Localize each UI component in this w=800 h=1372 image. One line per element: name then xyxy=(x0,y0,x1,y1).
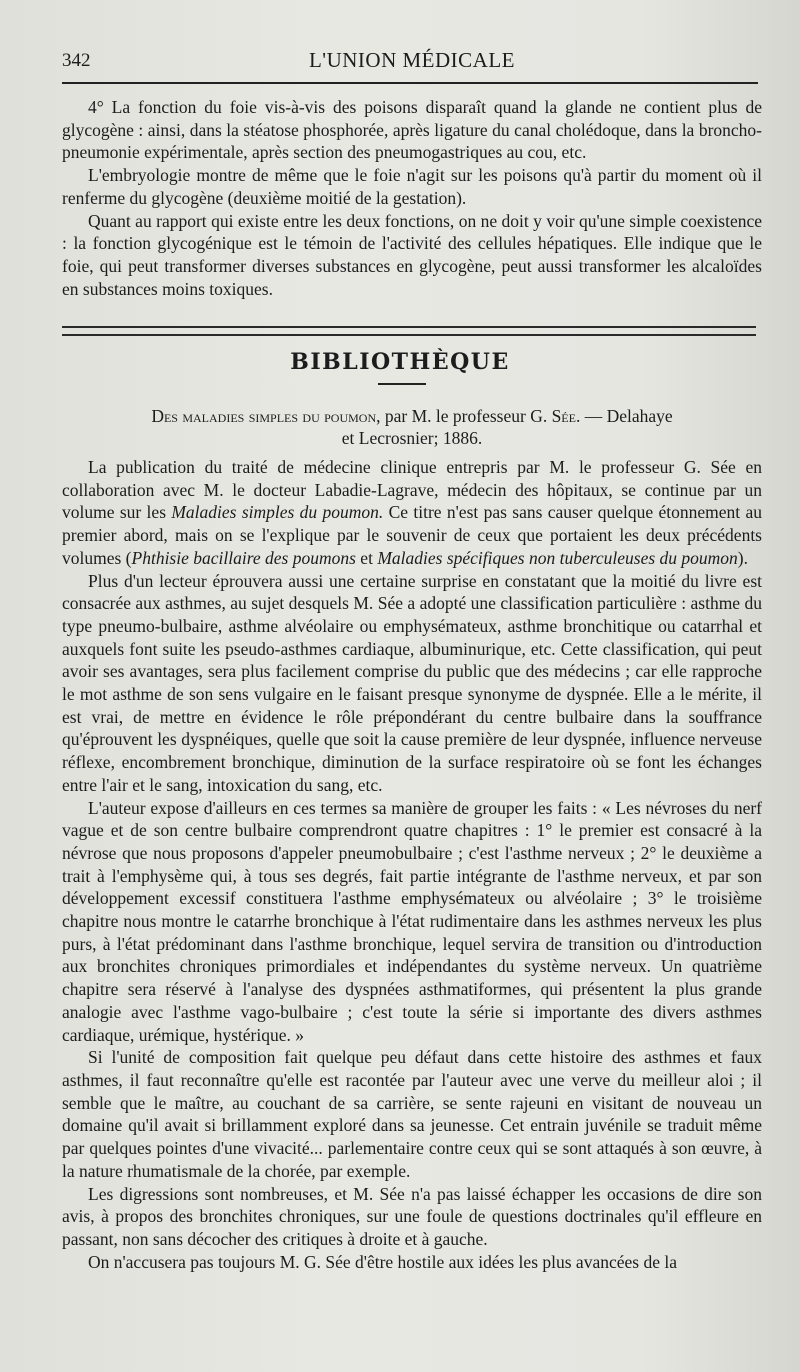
title-underline xyxy=(378,383,426,385)
italic-title: Maladies simples du poumon. xyxy=(171,502,384,523)
top-text-block xyxy=(62,96,762,300)
paragraph-liver-function: 4° La fonction du foie vis-à-vis des poisons disparaît quand la glande ne contient plus de glycogène : ainsi, dans la stéatose phosphorée, après ligature du canal cholédoque, dans la broncho-pneumonie expérimentale, après section des pneumogastriques au cou, etc. xyxy=(62,97,762,163)
section-title: BIBLIOTHÈQUE xyxy=(290,349,510,375)
paragraph-composition: Si l'unité de composition fait quelque peu défaut dans cette histoire des asthmes et faux asthmes, il faut reconnaître qu'elle est racontée par l'auteur avec une verve du meilleur aloi ; il semble que le maître, au couchant de sa carrière, se sente rajeuni en visitant de nouveau un domaine qu'il avait si brillamment exploré dans sa jeunesse. Cet entrain juvénile se traduit même par quelques pointes d'une vivacité... parlementaire contre ceux qui se sont attaqués à son œuvre, à la nature rhumatismale de la chorée, par exemple. xyxy=(62,1047,762,1181)
journal-title: L'UNION MÉDICALE xyxy=(308,48,515,72)
paragraph-publication xyxy=(62,456,762,570)
text-run: et xyxy=(355,547,378,568)
book-author-name: Sée xyxy=(551,406,576,426)
paragraph-embryology: L'embryologie montre de même que le foie n'agit sur les poisons qu'à partir du moment où il renferme du glycogène (deuxième moitié de la gestation). xyxy=(62,165,762,208)
paragraph-digressions: Les digressions sont nombreuses, et M. Sée n'a pas laissé échapper les occasions de dire son avis, à propos des bronchites chroniques, sur une foule de questions doctrinales qu'il effleure en passant, non sans décocher des critiques à droite et à gauche. xyxy=(62,1183,762,1249)
paragraph-author-quote: L'auteur expose d'ailleurs en ces termes sa manière de grouper les faits : « Les névroses du nerf vague et de son centre bulbaire comprendront quatre chapitres : 1° le premier est consacré à la névrose que nous proposons d'appeler pneumobulbaire ; c'est l'asthme nerveux ; 2° le deuxième a trait à l'emphysème qui, à tous ses degrés, fait partie intégrante de l'asthme nerveux, et par son développement excessif constituera l'asthme emphysémateux ou alvéolaire ; 3° le troisième chapitre nous montre le catarrhe bronchique à l'état rudimentaire dans les asthmes nerveux les plus purs, à l'état prédominant dans l'asthme bronchique, lequel servira de transition ou d'introduction aux bronchites chroniques primordiales et indépendantes du système nerveux. Un quatrième chapitre sera réservé à l'analyse des dyspnées asthmatiformes, qui présentent la plus grande analogie avec l'asthme vago-bulbaire ; c'est toute la série si importante des divers asthmes cardiaque, urémique, hystérique. » xyxy=(62,797,762,1045)
page-number: 342 xyxy=(62,50,91,71)
book-publisher-line2: et Lecrosnier; 1886. xyxy=(341,428,483,448)
running-head xyxy=(62,44,762,76)
paragraph-coexistence: Quant au rapport qui existe entre les deux fonctions, on ne doit y voir qu'une simple coexistence : la fonction glycogénique est le témoin de l'activité des cellules hépatiques. Elle indique que le foie, qui peut transformer diverses substances en glycogène, peut aussi transformer les alcaloïdes en substances moins toxiques. xyxy=(62,210,762,299)
text-run: Ce titre n'est pas sans causer quelque étonnement au premier abord, mais on se l'explique par le souvenir de ceux que portaient les deux précédents volumes ( xyxy=(62,502,762,568)
review-body xyxy=(62,456,762,1273)
paragraph-closing: On n'accusera pas toujours M. G. Sée d'être hostile aux idées les plus avancées de la xyxy=(88,1251,677,1272)
text-run: La publication du traité de médecine clinique entrepris par M. le professeur G. Sée en collaboration avec M. le docteur Labadie-Lagrave, médecin des hôpitaux, se continue par un volume sur les xyxy=(62,457,762,523)
book-publisher: . — Delahaye xyxy=(575,406,673,426)
book-author-prefix: par M. le professeur G. xyxy=(380,406,552,426)
italic-title: Phthisie bacillaire des poumons xyxy=(131,547,356,568)
book-reference xyxy=(62,405,762,449)
paragraph-asthma-classification: Plus d'un lecteur éprouvera aussi une certaine surprise en constatant que la moitié du livre est consacrée aux asthmes, au sujet desquels M. Sée a adopté une classification particulière : asthme du type pneumo-bulbaire, asthme alvéolaire ou emphysémateux, asthme bronchitique ou catarrhal et auxquels font suite les pseudo-asthmes cardiaque, albuminurique, etc. Cette classification, qui peut avoir ses avantages, sera plus facilement comprise du public que des médecins ; car elle rapproche le mot asthme de son sens vulgaire en le faisant presque synonyme de dyspnée. Elle a le mérite, il est vrai, de mettre en évidence le rôle prépondérant du centre bulbaire dans la souffrance qu'éprouvent les dyspnéiques, quelle que soit la cause première de leur dyspnée, influence nerveuse réflexe, encombrement bronchique, diminution de la surface respiratoire où se font les échanges entre l'air et le sang, intoxication du sang, etc. xyxy=(62,570,762,795)
book-title: Des maladies simples du poumon, xyxy=(151,406,381,426)
header-rule xyxy=(62,82,758,84)
italic-title: Maladies spécifiques non tuberculeuses du poumon xyxy=(377,547,738,568)
text-run: ). xyxy=(737,547,748,568)
section-divider xyxy=(62,326,756,336)
